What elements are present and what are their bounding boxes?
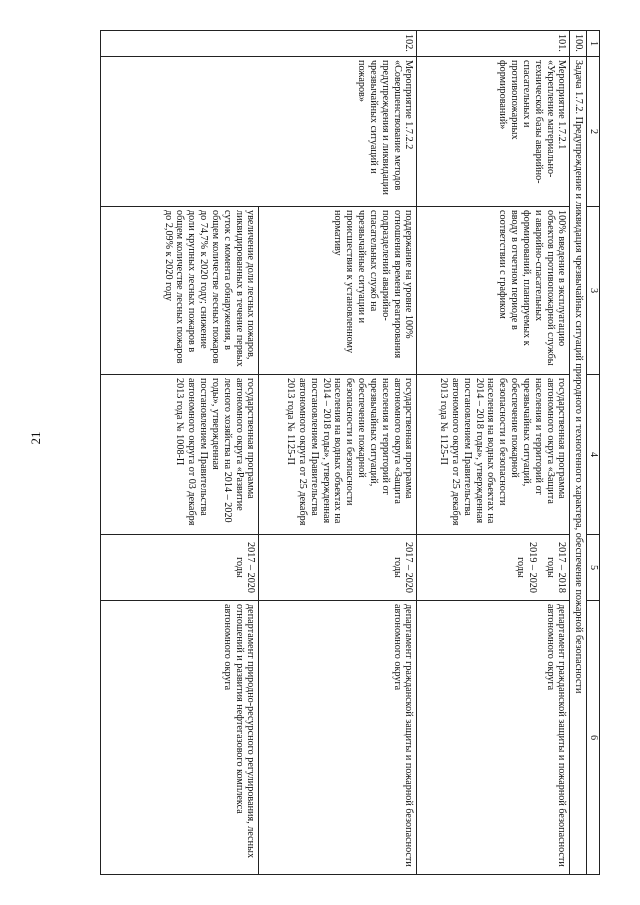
program-cell: государственная программа автономного округа «Защита населения и территорий от чрезвычайных ситуаций, обеспечение пожарной безопасности и безопасности населения на водных объектах на 2014 – 2018 годы», утвержденная постановлением Правительства автономного округа от 25 декабря 2013 года № 1125-П [417,375,570,535]
executor-cell: департамент природно-ресурсного регулирования, лесных отношений и развития нефтегазового комплекса автономного округа [101,601,259,875]
task-title: Задача 1.7.2. Предупреждение и ликвидация чрезвычайных ситуаций природного и техногенного характера, обеспечение пожарной безопасности [570,57,587,875]
page-number: 21 [28,431,43,445]
period-cell [417,535,570,601]
header-row [587,31,600,875]
program-cell: государственная программа автономного округа «Защита населения и территорий от чрезвычайных ситуаций, обеспечение пожарной безопасности и безопасности населения на водных объектах на 2014 – 2018 годы», утвержденная постановлением Правительства автономного округа от 25 декабря 2013 года № 1125-П [259,375,417,535]
indicator-cell: 100% введение в эксплуатацию объектов противопожарной службы и аварийно-спасательных формирований, планируемых к вводу в отчетном периоде в соответствии с графиком [417,207,570,375]
period-cell: 2017 – 2020 годы [101,535,259,601]
period-cell: 2017 – 2020 годы [259,535,417,601]
task-number: 100. [570,31,587,57]
header-cell-2: 2 [587,57,600,207]
header-cell-1: 1 [587,31,600,57]
rotated-page [80,30,600,875]
row-number: 102. [101,31,417,57]
measure-cell: Мероприятие 1.7.2.1 «Укрепление материально-технической базы аварийно-спасательных и противопожарных формирований» [417,57,570,207]
row-number: 101. [417,31,570,57]
period-line-1: 2017 – 2018 годы [544,542,568,593]
executor-cell: департамент гражданской защиты и пожарной безопасности автономного округа [417,601,570,875]
table-row [417,31,570,875]
table-row [259,31,417,875]
task-row [570,31,587,875]
header-cell-5: 5 [587,535,600,601]
header-cell-6: 6 [587,601,600,875]
period-line-2: 2019 – 2020 годы [514,542,538,593]
header-cell-4: 4 [587,375,600,535]
indicator-cell: поддержание на уровне 100% отношения времени реагирования подразделений аварийно-спасательных служб на чрезвычайные ситуации и происшествия к установленному нормативу [259,207,417,375]
measure-cell: Мероприятие 1.7.2.2 «Совершенствование методов предупреждения и ликвидации чрезвычайных ситуаций и пожаров» [101,57,417,207]
executor-cell: департамент гражданской защиты и пожарной безопасности автономного округа [259,601,417,875]
program-cell: государственная программа автономного округа «Развитие лесного хозяйства на 2014 – 2020 годы», утвержденная постановлением Правительства автономного округа от 03 декабря 2013 года № 1008-П [101,375,259,535]
measures-table [100,30,600,875]
indicator-cell: увеличение доли лесных пожаров, ликвидированных в течение первых суток с момента обнаружения, в общем количестве лесных пожаров до 74,7% к 2020 году; снижение доли крупных лесных пожаров в общем количестве лесных пожаров до 2,09% к 2020 году [101,207,259,375]
header-cell-3: 3 [587,207,600,375]
